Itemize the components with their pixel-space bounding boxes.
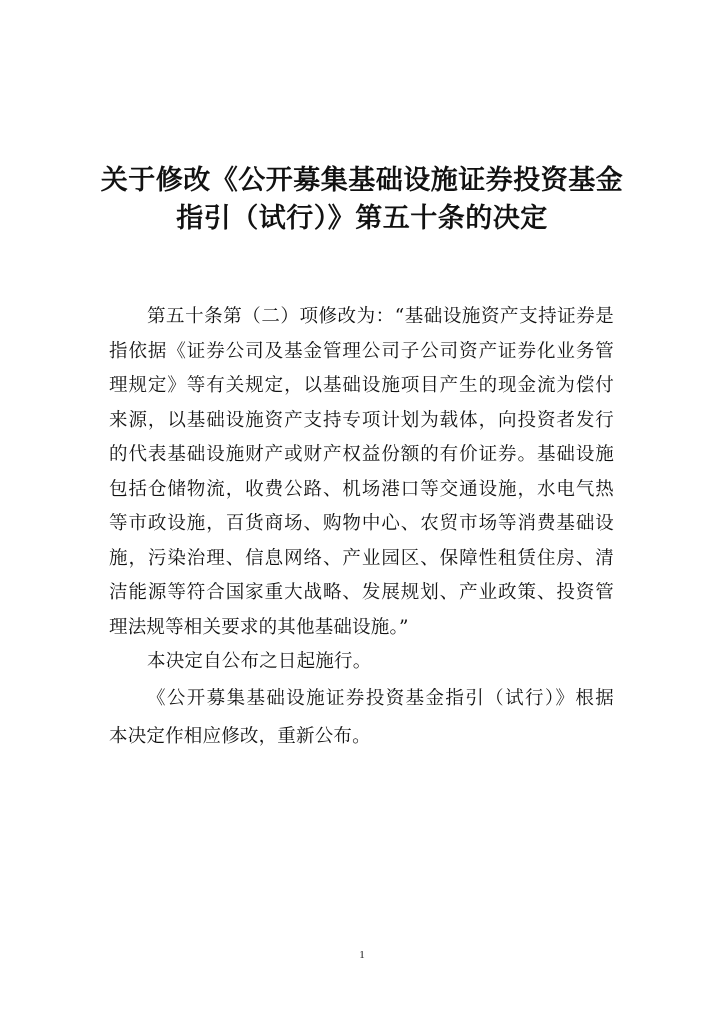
paragraph-1-line: 的代表基础设施财产或财产权益份额的有价证券。基础设施 xyxy=(109,444,614,465)
paragraph-3-line: 《公开募集基础设施证券投资基金指引（试行）》根据 xyxy=(147,688,614,709)
paragraph-3-line: 本决定作相应修改，重新公布。 xyxy=(109,726,371,747)
paragraph-1-line: 指依据《证券公司及基金管理公司子公司资产证券化业务管 xyxy=(109,340,614,362)
document-title-line-1: 关于修改《公开募集基础设施证券投资基金 xyxy=(100,165,624,196)
paragraph-1-line: 第五十条第（二）项修改为：“基础设施资产支持证券是 xyxy=(147,306,614,327)
paragraph-1-line: 包括仓储物流，收费公路、机场港口等交通设施，水电气热 xyxy=(109,478,614,500)
paragraph-1-line: 洁能源等符合国家重大战略、发展规划、产业政策、投资管 xyxy=(109,582,614,603)
page-number: 1 xyxy=(359,949,365,961)
paragraph-1-line: 来源，以基础设施资产支持专项计划为载体，向投资者发行 xyxy=(109,409,614,431)
paragraph-1-line: 理规定》等有关规定，以基础设施项目产生的现金流为偿付 xyxy=(109,375,614,396)
paragraph-1-line: 理法规等相关要求的其他基础设施。” xyxy=(109,616,409,638)
paragraph-1-line: 施，污染治理、信息网络、产业园区、保障性租赁住房、清 xyxy=(109,547,614,569)
document-title-line-2: 指引（试行）》第五十条的决定 xyxy=(176,203,548,234)
paragraph-2-line: 本决定自公布之日起施行。 xyxy=(147,651,372,672)
paragraph-1-line: 等市政设施，百货商场、购物中心、农贸市场等消费基础设 xyxy=(109,513,614,534)
